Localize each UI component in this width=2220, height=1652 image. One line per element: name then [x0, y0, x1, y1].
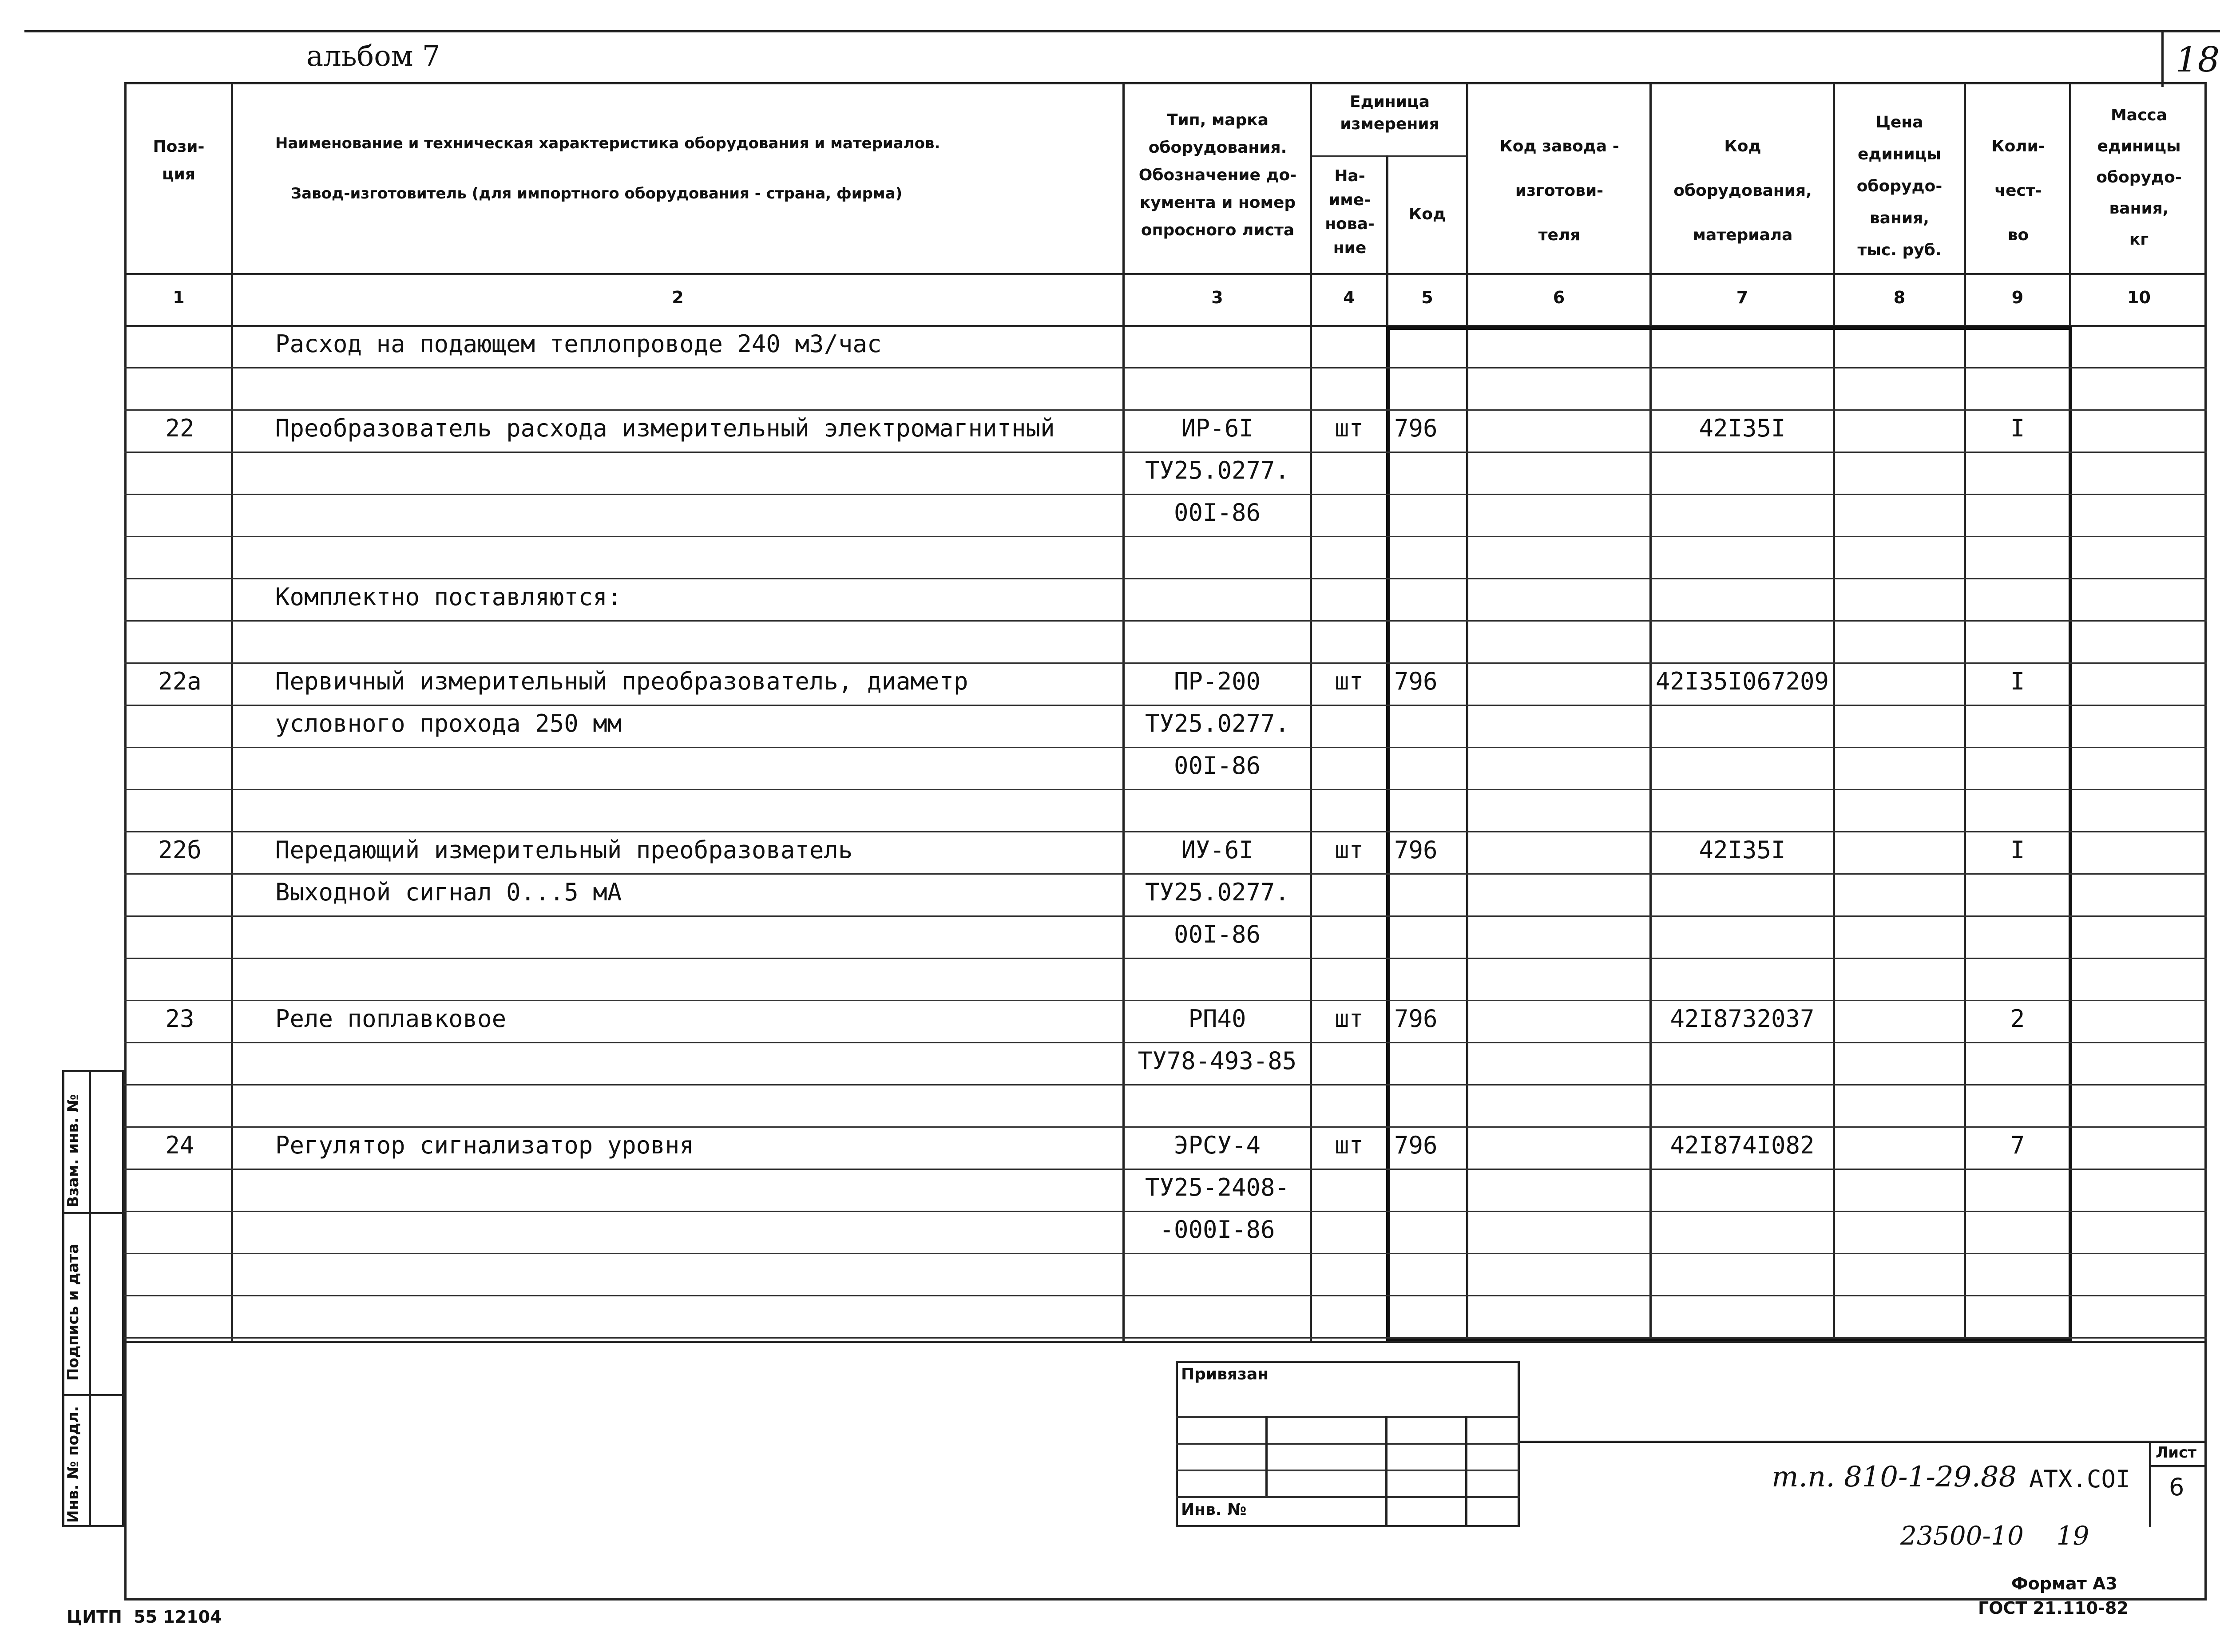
row-type: ТУ25.0277. [1145, 878, 1290, 906]
row-separator [124, 958, 2207, 959]
col-line-1 [231, 82, 233, 1343]
list-number: 6 [2169, 1473, 2184, 1501]
row-separator [124, 536, 2207, 537]
footer-format: Формат А3 [2011, 1574, 2117, 1593]
side-vzam-label: Взам. инв. № [64, 1094, 82, 1208]
privyazan-label: Привязан [1181, 1365, 1269, 1383]
row-position: 24 [165, 1131, 194, 1159]
privyazan-line-2 [1176, 1443, 1520, 1445]
row-type: ТУ25.0277. [1145, 456, 1290, 484]
album-label: альбом 7 [306, 40, 440, 73]
header-unit: Единица измерения [1340, 93, 1439, 133]
handwritten-number: 23500-10 19 [1900, 1521, 2089, 1551]
row-quantity: I [2010, 414, 2025, 442]
col-number-4: 4 [1343, 288, 1355, 307]
privyazan-col-3 [1465, 1416, 1467, 1527]
designation: т.п. 810-1-29.88 [1772, 1461, 2017, 1494]
col-number-3: 3 [1211, 288, 1223, 307]
table-bottom [124, 1341, 2207, 1343]
row-separator [124, 1253, 2207, 1254]
row-quantity: I [2010, 667, 2025, 695]
side-inv-label: Инв. № подл. [64, 1406, 82, 1523]
header-pos: Пози- ция [153, 138, 205, 183]
row-type: ТУ25-2408- [1145, 1173, 1290, 1201]
row-unit: шт [1334, 1005, 1364, 1033]
row-separator [124, 620, 2207, 622]
header-name-2: Завод-изготовитель (для импортного оборудования - страна, фирма) [291, 185, 903, 202]
col-number-10: 10 [2127, 288, 2151, 307]
col-number-1: 1 [173, 288, 185, 307]
row-separator [124, 1084, 2207, 1085]
header-equip: Код оборудования, материала [1673, 137, 1812, 244]
side-stamp-line-1 [62, 1212, 124, 1214]
list-label: Лист [2156, 1444, 2196, 1462]
header-factory: Код завода - изготови- теля [1499, 137, 1619, 244]
row-type: ТУ25.0277. [1145, 709, 1290, 737]
row-type: ИУ-6I [1181, 836, 1253, 864]
col-number-6: 6 [1553, 288, 1565, 307]
row-equipment-code: 42I35I067209 [1655, 667, 1829, 695]
row-type: РП40 [1188, 1005, 1246, 1033]
privyazan-line-1 [1176, 1416, 1520, 1418]
row-type: ПР-200 [1173, 667, 1261, 695]
list-box-left [2149, 1441, 2151, 1527]
row-type: ТУ78-493-85 [1138, 1047, 1297, 1075]
row-unit-code: 796 [1394, 1131, 1438, 1159]
row-unit-code: 796 [1394, 667, 1438, 695]
privyazan-line-4 [1176, 1496, 1520, 1498]
privyazan-col-2 [1385, 1416, 1388, 1527]
row-type: 00I-86 [1173, 499, 1261, 527]
row-unit-code: 796 [1394, 1005, 1438, 1033]
header-name-1: Наименование и техническая характеристика оборудования и материалов. [275, 135, 940, 152]
footer-gost: ГОСТ 21.110-82 [1978, 1598, 2129, 1618]
unit-split [1311, 155, 1466, 157]
row-type: 00I-86 [1173, 752, 1261, 780]
designation-code: АТХ.COI [2029, 1465, 2130, 1493]
row-position: 22а [158, 667, 202, 695]
side-stamp-line-2 [62, 1394, 124, 1396]
row-unit: шт [1334, 667, 1364, 695]
col-number-7: 7 [1736, 288, 1748, 307]
list-box-mid [2149, 1465, 2207, 1467]
col-number-8: 8 [1893, 288, 1906, 307]
header-top [124, 82, 2207, 84]
top-border [24, 30, 2220, 32]
row-type: ИР-6I [1181, 414, 1253, 442]
header-unit-name: На- име- нова- ние [1325, 167, 1375, 257]
row-quantity: 7 [2010, 1131, 2025, 1159]
header-type: Тип, марка оборудования. Обозначение до- кумента и номер опросного листа [1138, 111, 1297, 239]
inv-no-label: Инв. № [1181, 1501, 1247, 1519]
row-name: Выходной сигнал 0...5 мА [275, 878, 622, 906]
col-number-2: 2 [672, 288, 684, 307]
col-number-9: 9 [2011, 288, 2024, 307]
row-equipment-code: 42I35I [1699, 836, 1786, 864]
row-unit: шт [1334, 414, 1364, 442]
row-position: 22 [165, 414, 194, 442]
privyazan-col-1 [1265, 1416, 1268, 1496]
row-name: Передающий измерительный преобразователь [275, 836, 853, 864]
row-name: Преобразователь расхода измерительный электромагнитный [275, 414, 1055, 442]
header-unit-code: Код [1408, 205, 1446, 223]
page-box-divider [2161, 31, 2164, 87]
row-position: 22б [158, 836, 202, 864]
header-price: Цена единицы оборудо- вания, тыс. руб. [1856, 113, 1942, 259]
side-podpis-label: Подпись и дата [64, 1244, 82, 1381]
row-separator [124, 1295, 2207, 1296]
col-number-5: 5 [1421, 288, 1433, 307]
page-corner-number: 18 [2176, 40, 2220, 80]
row-quantity: 2 [2010, 1005, 2025, 1033]
header-qty: Коли- чест- во [1991, 137, 2045, 244]
title-block-top [1518, 1441, 2207, 1443]
row-separator [124, 789, 2207, 790]
row-position: 23 [165, 1005, 194, 1033]
footer-citp: ЦИТП 55 12104 [67, 1607, 222, 1627]
header-mass: Масса единицы оборудо- вания, кг [2096, 106, 2182, 249]
row-type: 00I-86 [1173, 920, 1261, 948]
row-unit: шт [1334, 1131, 1364, 1159]
row-unit-code: 796 [1394, 414, 1438, 442]
row-name: Реле поплавковое [275, 1005, 507, 1033]
row-name: Регулятор сигнализатор уровня [275, 1131, 694, 1159]
row-unit-code: 796 [1394, 836, 1438, 864]
row-unit: шт [1334, 836, 1364, 864]
row-separator [124, 367, 2207, 368]
row-quantity: I [2010, 836, 2025, 864]
row-type: ЭРСУ-4 [1173, 1131, 1261, 1159]
row-name: Первичный измерительный преобразователь, диаметр [275, 667, 968, 695]
side-stamp-divider [89, 1070, 91, 1527]
row-equipment-code: 42I35I [1699, 414, 1786, 442]
privyazan-line-3 [1176, 1470, 1520, 1471]
row-name: Расход на подающем теплопроводе 240 м3/час [275, 330, 882, 358]
header-bottom [124, 273, 2207, 275]
row-separator [124, 1337, 2207, 1339]
row-name: Комплектно поставляются: [275, 583, 622, 611]
row-equipment-code: 42I874I082 [1670, 1131, 1815, 1159]
row-equipment-code: 42I8732037 [1670, 1005, 1815, 1033]
row-type: -000I-86 [1159, 1216, 1275, 1244]
row-name: условного прохода 250 мм [275, 709, 622, 737]
